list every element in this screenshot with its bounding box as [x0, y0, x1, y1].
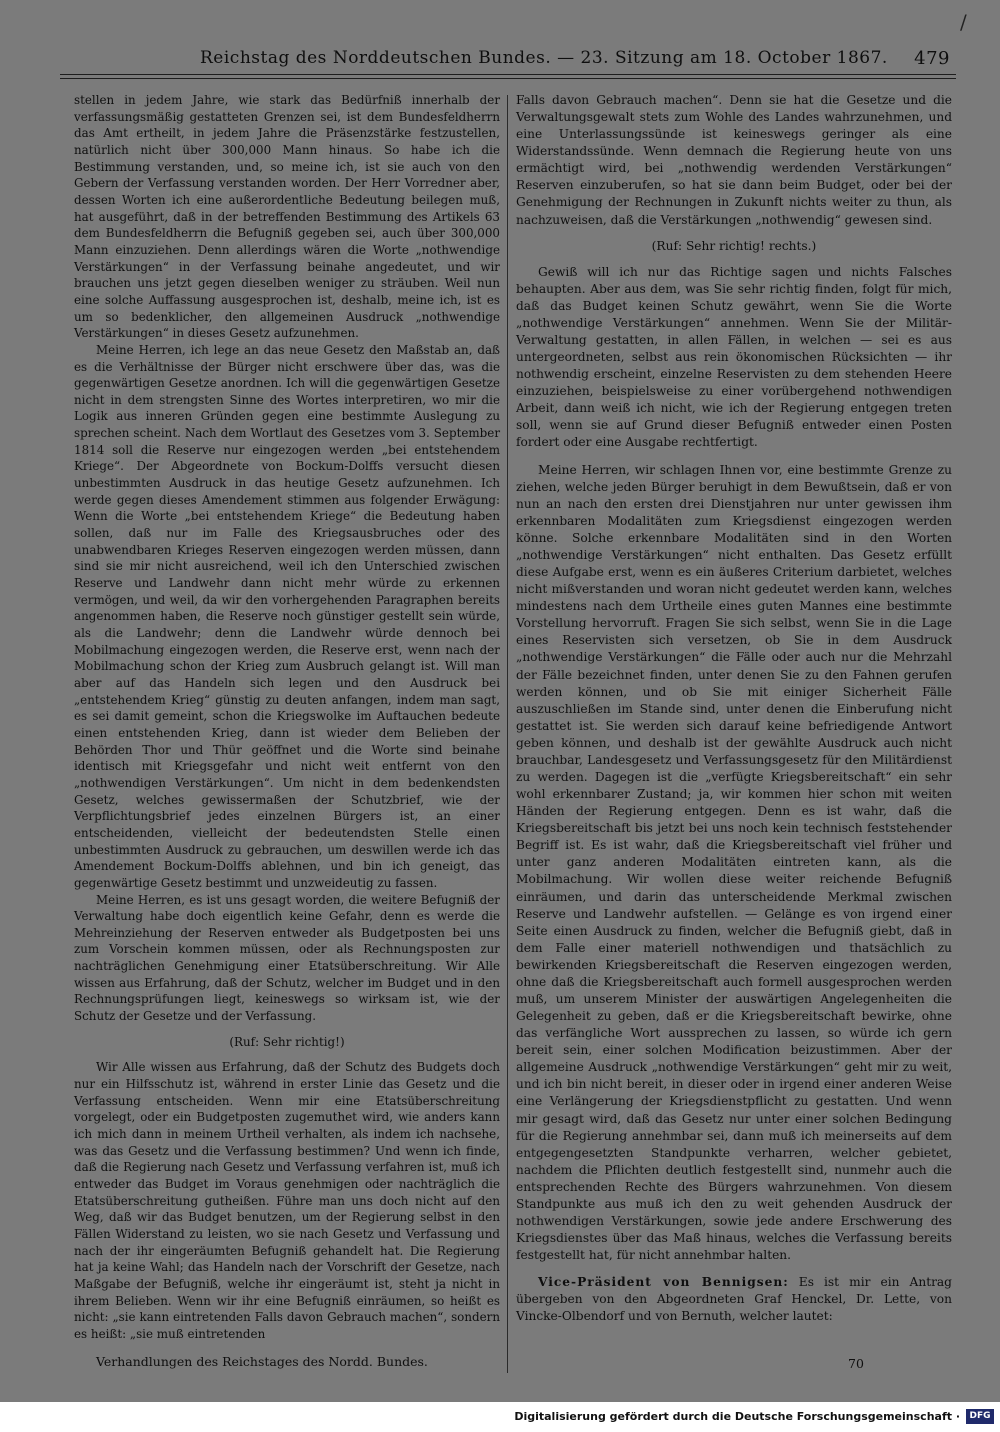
- text-paragraph: Falls davon Gebrauch machen“. Denn sie hat die Gesetze und die Verwaltungsgewalt stets zum Wohle des Landes wahrzunehmen, und eine Unterlassungssünde ist keineswegs geringer als eine Widerstandssünde. Wenn demnach die Regierung heute von uns ermächtigt wird, bei „nothwendig werdenden Verstärkungen“ Reserven einzuberufen, so hat sie dann beim Budget, oder bei der Genehmigung der Rechnungen in Zukunft nichts weiter zu thun, als nachzuweisen, daß die Verstärkungen „nothwendig“ gewesen sind.: [516, 93, 952, 227]
- text-paragraph: Meine Herren, ich lege an das neue Gesetz den Maßstab an, daß es die Verhältnisse der Bürger nicht erschwere über das, was die gegenwärtigen Gesetze anordnen. Ich will die gegenwärtigen Gesetze nicht in dem strengsten Sinne des Wortes interpretiren, wo mir die Logik aus inneren Gründen gegen eine bestimmte Auslegung zu sprechen scheint. Nach dem Wortlaut des Gesetzes vom 3. September 1814 soll die Reserve nur eingezogen werden „bei entstehendem Kriege“. Der Abgeordnete von Bockum-Dolffs versucht diesen unbestimmten Ausdruck in das heutige Gesetz aufzunehmen. Ich werde gegen dieses Amendement stimmen aus folgender Erwägung: Wenn die Worte „bei entstehendem Kriege“ die Bedeutung haben sollen, daß nur im Falle des Kriegsausbruches oder des unabwendbaren Krieges Reserven eingezogen werden müssen, dann sind sie mir nicht ausreichend, weil ich den Unterschied zwischen Reserve und Landwehr dann nicht mehr würde zu erkennen vermögen, und weil, da wir den vorhergehenden Paragraphen bereits angenommen haben, die Reserve noch günstiger gestellt sein würde, als die Landwehr; denn die Landwehr würde dennoch bei Mobilmachung eingezogen werden, die Reserve erst, wenn nach der Mobilmachung schon der Krieg zum Ausbruch gelangt ist. Will man aber auf das Handeln sich legen und den Ausdruck bei „entstehendem Krieg“ günstig zu deuten anfangen, indem man sagt, es sei damit gemeint, schon die Kriegswolke im Auftauchen bedeute einen entstehenden Krieg, dann ist wieder dem Belieben der Behörden Thor und Thür geöffnet und die Worte sind beinahe identisch mit Kriegsgefahr und nicht weit entfernt von den „nothwendigen Verstärkungen“. Um nicht in dem bedenkendsten Gesetz, welches gewissermaßen der Schutzbrief, wie der Verpflichtungsbrief jedes einzelnen Bürgers ist, an einer entscheidenden, vielleicht der bedeutendsten Stelle einen unbestimmten Ausdruck zu gebrauchen, um deswillen werde ich das Amendement Bockum-Dolffs ablehnen, und bin ich geneigt, das gegenwärtige Gesetz bestimmt und unzweideutig zu fassen.: [74, 342, 500, 890]
- dfg-credit-bar: [0, 1402, 1000, 1432]
- corner-mark: /: [960, 10, 967, 34]
- header-rule: [60, 74, 956, 75]
- speech-paragraph: [516, 1274, 952, 1325]
- dfg-logo: DFG: [966, 1409, 994, 1424]
- text-paragraph: Meine Herren, wir schlagen Ihnen vor, eine bestimmte Grenze zu ziehen, welche jeden Bürger beruhigt in dem Bewußtsein, daß er von nun an nach den ersten drei Dienstjahren nur unter gewissen ihm erkennbaren Modalitäten zum Kriegsdienst eingezogen werden könne. Solche erkennbare Modalitäten sind in den Worten „nothwendige Verstärkungen“ nicht enthalten. Das Gesetz erfüllt diese Aufgabe erst, wenn es ein äußeres Criterium darbietet, welches nicht mißverstanden und woran nicht gedeutet werden kann, welches mindestens nach dem Urtheile eines guten Mannes eine bestimmte Vorstellung hervorruft. Fragen Sie sich selbst, wenn Sie in die Lage eines Reservisten sich versetzen, ob Sie in dem Ausdruck „nothwendige Verstärkungen“ die Fälle oder auch nur die Mehrzahl der Fälle bezeichnet finden, unter denen Sie zu den Fahnen gerufen werden können, und ob Sie mit einiger Sicherheit Fälle auszuschließen im Stande sind, unter denen die Einberufung nicht gestattet ist. Sie werden sich darauf keine befriedigende Antwort geben können, und deshalb ist der gewählte Ausdruck auch nicht brauchbar, Landesgesetz und Verfassungsgesetz für den Militärdienst zu werden. Dagegen ist die „verfügte Kriegsbereitschaft“ ein sehr wohl erkennbarer Zustand; ja, wir kommen hier schon mit weiten Händen der Regierung entgegen. Denn es ist wahr, daß die Kriegsbereitschaft bis jetzt bei uns noch kein technisch feststehender Begriff ist. Es ist wahr, daß die Kriegsbereitschaft viel früher und unter ganz anderen Modalitäten eintreten kann, als die Mobilmachung. Wir wollen diese weiter reichende Befugniß einräumen, und darin das unterscheidende Merkmal zwischen Reserve und Landwehr aufstellen. — Gelänge es von irgend einer Seite einen Ausdruck zu finden, welcher die Befugniß giebt, daß in dem Falle einer materiell nothwendigen und thatsächlich zu bewirkenden Kriegsbereitschaft die Reserven eingezogen werden, ohne daß die Kriegsbereitschaft auch formell ausgesprochen werden muß, um unserem Minister der auswärtigen Angelegenheiten die Gelegenheit zu geben, daß er die Kriegsbereitschaft bewirke, ohne das verfängliche Wort aussprechen zu lassen, so würde ich gern bereit sein, einer solchen Modification beizustimmen. Aber der allgemeine Ausdruck „nothwendige Verstärkungen“ geht mir zu weit, und ich bin nicht bereit, in dieser oder in irgend einer anderen Weise eine Verlängerung der Kriegsdienstpflicht zu gestatten. Und wenn mir gesagt wird, daß das Gesetz nur unter einer solchen Bedingung für die Regierung annehmbar sei, dann muß ich meinerseits auf dem entgegengesetzten Standpunkte verharren, welcher gebietet, nachdem die Pflichten deutlich festgestellt sind, nunmehr auch die entsprechenden Rechte des Bürgers wahrzunehmen. Von diesem Standpunkte aus muß ich den zu weit gehenden Ausdruck der nothwendigen Verstärkungen, sowie jede andere Erschwerung des Kriegsdienstes über das Maß hinaus, welches die Verfassung bereits festgestellt hat, für nicht annehmbar halten.: [516, 462, 952, 1263]
- column-divider: [507, 95, 508, 1373]
- text-paragraph: Meine Herren, es ist uns gesagt worden, die weitere Befugniß der Verwaltung habe doch eigentlich keine Gefahr, denn es werde die Mehreinziehung der Reserven entweder als Budgetposten bei uns zum Vorschein kommen müssen, oder als Rechnungsposten zur nachträglichen Genehmigung einer Etatsüberschreitung. Wir Alle wissen aus Erfahrung, daß der Schutz, welcher im Budget und in den Rechnungsprüfungen liegt, keineswegs so wirksam ist, wie der Schutz der Gesetze und der Verfassung.: [74, 892, 500, 1024]
- text-paragraph: Wir Alle wissen aus Erfahrung, daß der Schutz des Budgets doch nur ein Hilfsschutz ist, während in erster Linie das Gesetz und die Verfassung entscheiden. Wenn mir eine Etatsüberschreitung vorgelegt, oder ein Budgetposten zugemuthet wird, wie anders kann ich mich dann in meinem Urtheil verhalten, als indem ich nachsehe, was das Gesetz und die Verfassung bestimmen? Und wenn ich finde, daß die Regierung nach Gesetz und Verfassung verfahren ist, muß ich entweder das Budget im Voraus genehmigen oder nachträglich die Etatsüberschreitung gutheißen. Führe man uns doch nicht auf den Weg, daß wir das Budget benutzen, um der Regierung selbst in den Fällen Widerstand zu leisten, wo sie nach Gesetz und Verfassung und nach der ihr eingeräumten Befugniß gehandelt hat. Die Regierung hat ja keine Wahl; das Handeln nach der Vorschrift der Gesetze, nach Maßgabe der Befugniß, welche ihr eingeräumt ist, steht ja nicht in ihrem Belieben. Wenn wir ihr eine Befugniß einräumen, so heißt es nicht: „sie kann eintretenden Falls davon Gebrauch machen“, sondern es heißt: „sie muß eintretenden: [74, 1060, 500, 1341]
- right-column: [516, 92, 952, 1325]
- running-header: [60, 48, 956, 74]
- text-paragraph: stellen in jedem Jahre, wie stark das Bedürfniß innerhalb der verfassungsmäßig gestatteten Grenzen sei, ist dem Bundesfeldherrn das Amt ertheilt, in jedem Jahre die Präsenzstärke festzustellen, natürlich nicht über 300,000 Mann hinaus. So habe ich die Bestimmung verstanden, und, so meine ich, ist sie auch von den Gebern der Verfassung verstanden worden. Der Herr Vorredner aber, dessen Worten ich eine außerordentliche Bedeutung beilegen muß, hat ausgeführt, daß in der betreffenden Bestimmung des Artikels 63 dem Bundesfeldherrn die Befugniß gegeben sei, auch über 300,000 Mann einzuziehen. Denn allerdings wären die Worte „nothwendige Verstärkungen“ in der Verfassung beinahe angedeutet, und wir brauchen uns jetzt gegen dieselben weniger zu sträuben. Weil nun eine solche Auffassung ausgesprochen ist, deshalb, meine ich, ist es um so bedenklicher, den allgemeinen Ausdruck „nothwendige Verstärkungen“ in dieses Gesetz aufzunehmen.: [74, 93, 500, 341]
- dfg-credit-text: Digitalisierung gefördert durch die Deutsche Forschungsgemeinschaft ·: [514, 1410, 960, 1423]
- text-paragraph: Gewiß will ich nur das Richtige sagen und nichts Falsches behaupten. Aber aus dem, was Sie sehr richtig finden, folgt für mich, daß das Budget keinen Schutz gewährt, wenn Sie die Worte „nothwendige Verstärkungen“ annehmen. Wenn Sie der Militär-Verwaltung gestatten, in allen Fällen, in welchen — sei es aus untergeordneten, selbst aus rein ökonomischen Rücksichten — ihr nothwendig erscheint, einzelne Reservisten zu dem stehenden Heere einzuziehen, beispielsweise zu einer vorübergehend nothwendigen Arbeit, dann weiß ich nicht, wie ich der Regierung entgegen treten soll, wenn sie auf Grund dieser Befugniß entweder einen Posten fordert oder eine Ausgabe rechtfertigt.: [516, 264, 952, 450]
- footer-publication: Verhandlungen des Reichstages des Nordd. Bundes.: [96, 1354, 428, 1369]
- left-column: [74, 92, 500, 1343]
- speaker-name: Vice-Präsident von Bennigsen:: [538, 1275, 789, 1290]
- sheet-signature: 70: [848, 1356, 864, 1371]
- page-number: 479: [914, 48, 950, 69]
- interjection: (Ruf: Sehr richtig!): [229, 1034, 345, 1049]
- running-title: Reichstag des Norddeutschen Bundes. — 23. Sitzung am 18. October 1867.: [200, 48, 888, 68]
- header-rule-double: [60, 78, 956, 79]
- speech-text: Es ist mir ein Antrag übergeben von den Abgeordneten Graf Henckel, Dr. Lette, von Vincke-Olbendorf und von Bernuth, welcher lautet:: [516, 1275, 952, 1324]
- interjection: (Ruf: Sehr richtig! rechts.): [651, 238, 817, 253]
